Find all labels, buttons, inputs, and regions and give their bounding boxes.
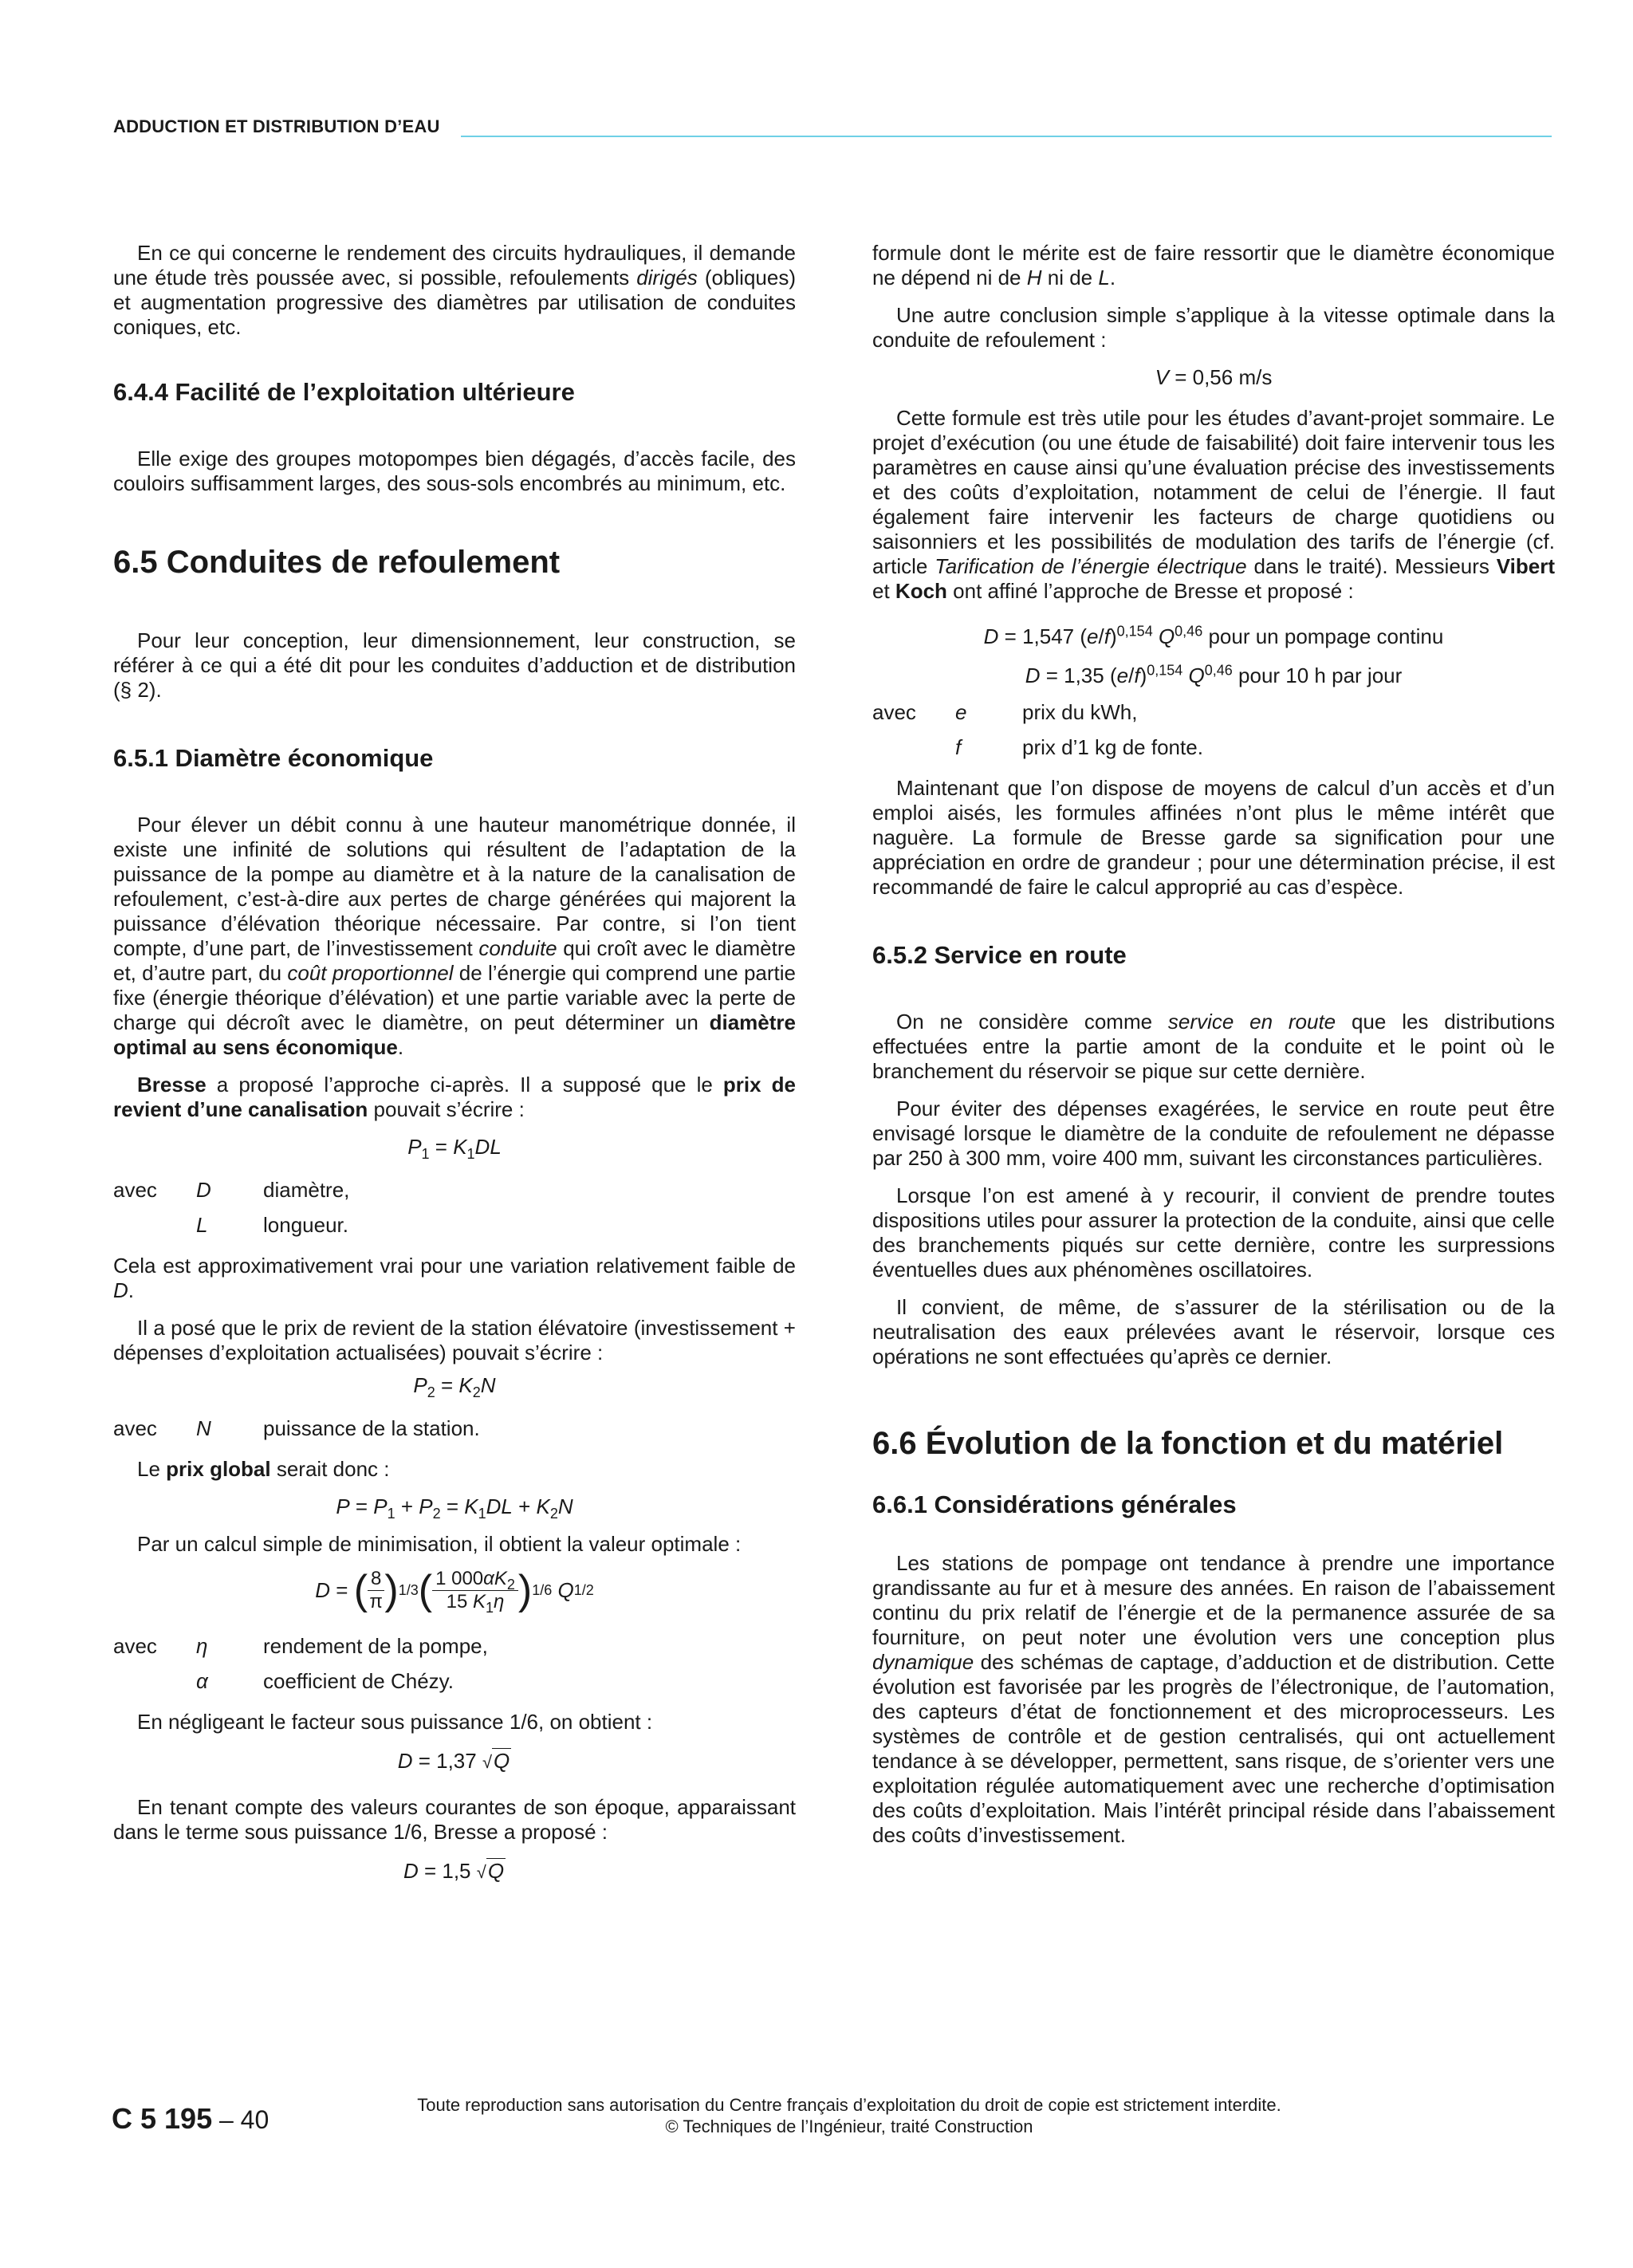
symbol: N bbox=[196, 1416, 211, 1440]
text-run: Cela est approximativement vrai pour une variation relativement faible de bbox=[113, 1254, 796, 1278]
formula-text: = 1,37 bbox=[418, 1749, 477, 1773]
formula-p-global: $P = P_1 + P_2 = K_1DL + K_2N$ bbox=[336, 1494, 573, 1522]
formula-text: pour 10 h par jour bbox=[1238, 663, 1403, 687]
formula-text: = 1,35 bbox=[1045, 663, 1104, 687]
definition-text: longueur. bbox=[263, 1212, 348, 1237]
text-run: . bbox=[1109, 266, 1116, 289]
page-number: – 40 bbox=[212, 2105, 270, 2134]
paragraph: Une autre conclusion simple s’applique à la vitesse optimale dans la conduite de refoulement : bbox=[872, 303, 1555, 352]
paragraph: Elle exige des groupes motopompes bien dégagés, d’accès facile, des couloirs suffisamment larges, des sous-sols encombrés au minimum, etc. bbox=[113, 447, 796, 495]
definition-text: diamètre, bbox=[263, 1177, 350, 1202]
formula-vibert-koch-1: D = 1,547 $(e/f)^{0,154}$ Q$^{0,46}$ pour un pompage continu bbox=[983, 623, 1444, 648]
text-em: dynamique bbox=[872, 1650, 974, 1674]
text-run: On ne considère comme bbox=[896, 1010, 1168, 1034]
definition-row bbox=[872, 730, 1555, 765]
paragraph: Il a posé que le prix de revient de la station élévatoire (investissement + dépenses d’exploitation actualisées) pouvait s’écrire : bbox=[113, 1316, 796, 1364]
formula-vibert-koch-2: D = 1,35 $(e/f)^{0,154}$ Q$^{0,46}$ pour 10 h par jour bbox=[1025, 662, 1403, 687]
text-em: coût proportionnel bbox=[287, 961, 454, 985]
definition-row bbox=[113, 1172, 796, 1207]
avec-label: avec bbox=[113, 1633, 157, 1658]
text-run: et bbox=[872, 579, 895, 603]
section-heading-6-4-4: 6.4.4 Facilité de l’exploitation ultérieure bbox=[113, 378, 575, 406]
copyright-notice bbox=[263, 2094, 1435, 2137]
symbol: f bbox=[955, 734, 962, 759]
paragraph bbox=[872, 1551, 1555, 1848]
text-run: Pour élever un débit connu à une hauteur manométrique donnée, il existe une infinité de solutions qui résultent de l’adaptation de la puissance de la pompe au diamètre et à la nature de la canalisation de refoulement, c’est-à-dire aux pertes de charge générées qui majorent la puissance d’élévation théorique nécessaire. Par contre, si l’on tient compte, d’une part, de l’investissement bbox=[113, 813, 796, 960]
definitions-list bbox=[113, 1172, 796, 1242]
paragraph bbox=[872, 1010, 1555, 1084]
formula-p2: $P_2 = K_2N$ bbox=[413, 1373, 496, 1401]
paragraph bbox=[113, 813, 796, 1060]
section-heading-6-5: 6.5 Conduites de refoulement bbox=[113, 545, 561, 580]
text-bold: Bresse bbox=[137, 1073, 207, 1097]
formula-text: = 0,56 m/s bbox=[1175, 365, 1273, 389]
text-run: qui croît avec le diamètre et, d’autre part, du bbox=[113, 936, 796, 985]
reference-code: C 5 195 bbox=[112, 2102, 213, 2135]
avec-label: avec bbox=[872, 699, 916, 724]
formula-v: V = 0,56 m/s bbox=[1155, 365, 1273, 389]
symbol: η bbox=[196, 1633, 208, 1658]
document-reference bbox=[112, 2102, 269, 2136]
paragraph: Lorsque l’on est amené à y recourir, il convient de prendre toutes dispositions utiles pour assurer la protection de la conduite, ainsi que celle des branchements piqués sur cette dernière, contre les surpressions éventuelles dues aux phénomènes oscillatoires. bbox=[872, 1183, 1555, 1282]
text-bold: prix global bbox=[166, 1457, 271, 1481]
text-run: ont affiné l’approche de Bresse et proposé : bbox=[946, 579, 1354, 603]
formula-text: pour un pompage continu bbox=[1208, 624, 1444, 648]
symbol: L bbox=[196, 1212, 208, 1237]
right-column bbox=[872, 241, 1555, 1860]
text-run: Le bbox=[137, 1457, 167, 1481]
paragraph bbox=[113, 1073, 796, 1122]
text-run: de l’énergie qui comprend une partie fixe (énergie théorique d’élévation) et une partie variable avec la perte de charge qui décroît avec le diamètre, on peut déterminer un bbox=[113, 961, 797, 1034]
definition-row bbox=[113, 1628, 796, 1664]
definitions-list bbox=[113, 1411, 796, 1446]
paragraph bbox=[872, 406, 1555, 604]
paragraph: En négligeant le facteur sous puissance 1/6, on obtient : bbox=[137, 1710, 653, 1734]
text-bold: Vibert bbox=[1496, 554, 1556, 578]
definition-text: coefficient de Chézy. bbox=[263, 1668, 454, 1693]
avec-label: avec bbox=[113, 1177, 157, 1202]
text-bold: Koch bbox=[895, 579, 947, 603]
text-bold: diamètre optimal au sens économique bbox=[113, 1010, 796, 1059]
text-em: service en route bbox=[1167, 1010, 1336, 1034]
text-run: . bbox=[128, 1278, 135, 1302]
definition-row bbox=[113, 1664, 796, 1699]
paragraph: Pour éviter des dépenses exagérées, le service en route peut être envisagé lorsque le diamètre de la conduite de refoulement ne dépasse par 250 à 300 mm, voire 400 mm, suivant les circonstances particulières. bbox=[872, 1097, 1555, 1170]
definition-row bbox=[113, 1207, 796, 1242]
formula-p1: $P_1 = K_1DL$ bbox=[407, 1135, 502, 1163]
symbol: D bbox=[196, 1177, 211, 1202]
text-run: formule dont le mérite est de faire ressortir que le diamètre économique ne dépend ni de bbox=[872, 241, 1555, 289]
text-run: des schémas de captage, d’adduction et de distribution. Cette évolution est favorisée par les progrès de l’électronique, de l’automation, des capteurs d’état de fonctionnement et des microprocesseurs. Les systèmes de contrôle et de gestion centralisés, qui ont actuellement tendance à se développer, permettent, sans risque, de s’orienter vers une exploitation régulée automatiquement avec une recherche d’optimisation des coûts d’exploitation. Mais l’intérêt principal réside dans l’abaissement des coûts d’investissement. bbox=[872, 1650, 1555, 1847]
text-run: que les distributions effectuées entre la partie amont de la conduite et le point où le branchement du réservoir se pique sur cette dernière. bbox=[872, 1010, 1556, 1083]
definitions-list bbox=[872, 695, 1555, 765]
definition-text: rendement de la pompe, bbox=[263, 1633, 488, 1658]
section-heading-6-5-1: 6.5.1 Diamètre économique bbox=[113, 744, 434, 772]
paragraph: Par un calcul simple de minimisation, il obtient la valeur optimale : bbox=[137, 1532, 742, 1556]
text-run: . bbox=[397, 1035, 404, 1059]
section-heading-6-6: 6.6 Évolution de la fonction et du matériel bbox=[872, 1426, 1504, 1461]
paragraph bbox=[113, 241, 796, 340]
text-bold: prix de revient d’une canalisation bbox=[113, 1073, 797, 1121]
symbol: α bbox=[196, 1668, 208, 1693]
text-run: ni de bbox=[1041, 266, 1099, 289]
symbol: e bbox=[955, 699, 967, 724]
definitions-list bbox=[113, 1628, 796, 1699]
text-run: (obliques) et augmentation progressive des diamètres par utilisation de conduites coniques, etc. bbox=[113, 266, 796, 339]
text-run: serait donc : bbox=[270, 1457, 390, 1481]
section-heading-6-5-2: 6.5.2 Service en route bbox=[872, 941, 1127, 969]
text-run: Cette formule est très utile pour les études d’avant-projet sommaire. Le projet d’exécution (ou une étude de faisabilité) doit faire intervenir tous les paramètres en cause ainsi qu’une évaluation précise des investissements et des coûts d’exploitation, notamment de celui de l’énergie. Il faut également faire intervenir les facteurs de charge quotidiens ou saisonniers et les possibilités de modulation des tarifs de l’énergie (cf. article bbox=[872, 406, 1555, 578]
formula-text: = 1,547 bbox=[1004, 624, 1075, 648]
formula-d-optimal: D = ( $\frac{8}{\pi}$ ) 1/3 ( $\frac{1 000\alpha K_2}{15 K_1\eta}$ ) 1/6 Q 1/2 bbox=[315, 1567, 594, 1616]
definition-text: puissance de la station. bbox=[263, 1416, 480, 1440]
text-em: conduite bbox=[478, 936, 557, 960]
text-run: pouvait s’écrire : bbox=[368, 1097, 525, 1121]
avec-label: avec bbox=[113, 1416, 157, 1440]
paragraph: En tenant compte des valeurs courantes de son époque, apparaissant dans le terme sous puissance 1/6, Bresse a proposé : bbox=[113, 1795, 796, 1844]
formula-d-15: D = 1,5 √Q bbox=[403, 1859, 505, 1883]
text-run: dans le traité). Messieurs bbox=[1246, 554, 1497, 578]
text-run: a proposé l’approche ci-après. Il a supposé que le bbox=[206, 1073, 723, 1097]
paragraph: Cela est approximativement vrai pour une variation relativement faible de D. bbox=[113, 1254, 796, 1302]
left-column bbox=[113, 241, 796, 1897]
header-rule bbox=[461, 136, 1552, 137]
formula-d-137: D = 1,37 √Q bbox=[397, 1749, 510, 1773]
copyright-line: Toute reproduction sans autorisation du Centre français d’exploitation du droit de copie est strictement interdite. bbox=[417, 2095, 1281, 2115]
section-heading-6-6-1: 6.6.1 Considérations générales bbox=[872, 1490, 1237, 1518]
paragraph: formule dont le mérite est de faire ressortir que le diamètre économique ne dépend ni de H ni de L. bbox=[872, 241, 1555, 289]
text-run: Les stations de pompage ont tendance à prendre une importance grandissante au fur et à mesure des années. En raison de l’abaissement continu du prix relatif de l’énergie et de la permanence assurée de sa fourniture, on peut noter une évolution vers une conception plus bbox=[872, 1551, 1555, 1649]
paragraph: Pour leur conception, leur dimensionnement, leur construction, se référer à ce qui a été dit pour les conduites d’adduction et de distribution (§ 2). bbox=[113, 628, 796, 702]
text-em: dirigés bbox=[636, 266, 698, 289]
paragraph bbox=[113, 1457, 796, 1482]
copyright-line: © Techniques de l’Ingénieur, traité Construction bbox=[665, 2116, 1033, 2136]
definition-row bbox=[872, 695, 1555, 730]
definition-row bbox=[113, 1411, 796, 1446]
paragraph: Maintenant que l’on dispose de moyens de calcul d’un accès et d’un emploi aisés, les formules affinées n’ont plus le même intérêt que naguère. La formule de Bresse garde sa signification pour une appréciation en ordre de grandeur ; pour une détermination précise, il est recommandé de faire le calcul approprié au cas d’espèce. bbox=[872, 776, 1555, 899]
formula-text: = 1,5 bbox=[423, 1859, 471, 1883]
running-title: ADDUCTION ET DISTRIBUTION D’EAU bbox=[113, 116, 440, 136]
text-run: En ce qui concerne le rendement des circuits hydrauliques, il demande une étude très poussée avec, si possible, refoulements bbox=[113, 241, 796, 289]
definition-text: prix du kWh, bbox=[1022, 699, 1138, 724]
text-em: Tarification de l’énergie électrique bbox=[935, 554, 1247, 578]
paragraph: Il convient, de même, de s’assurer de la stérilisation ou de la neutralisation des eaux prélevées avant le réservoir, lorsque ces opérations ne sont effectuées qu’après ce dernier. bbox=[872, 1295, 1555, 1368]
definition-text: prix d’1 kg de fonte. bbox=[1022, 734, 1203, 759]
